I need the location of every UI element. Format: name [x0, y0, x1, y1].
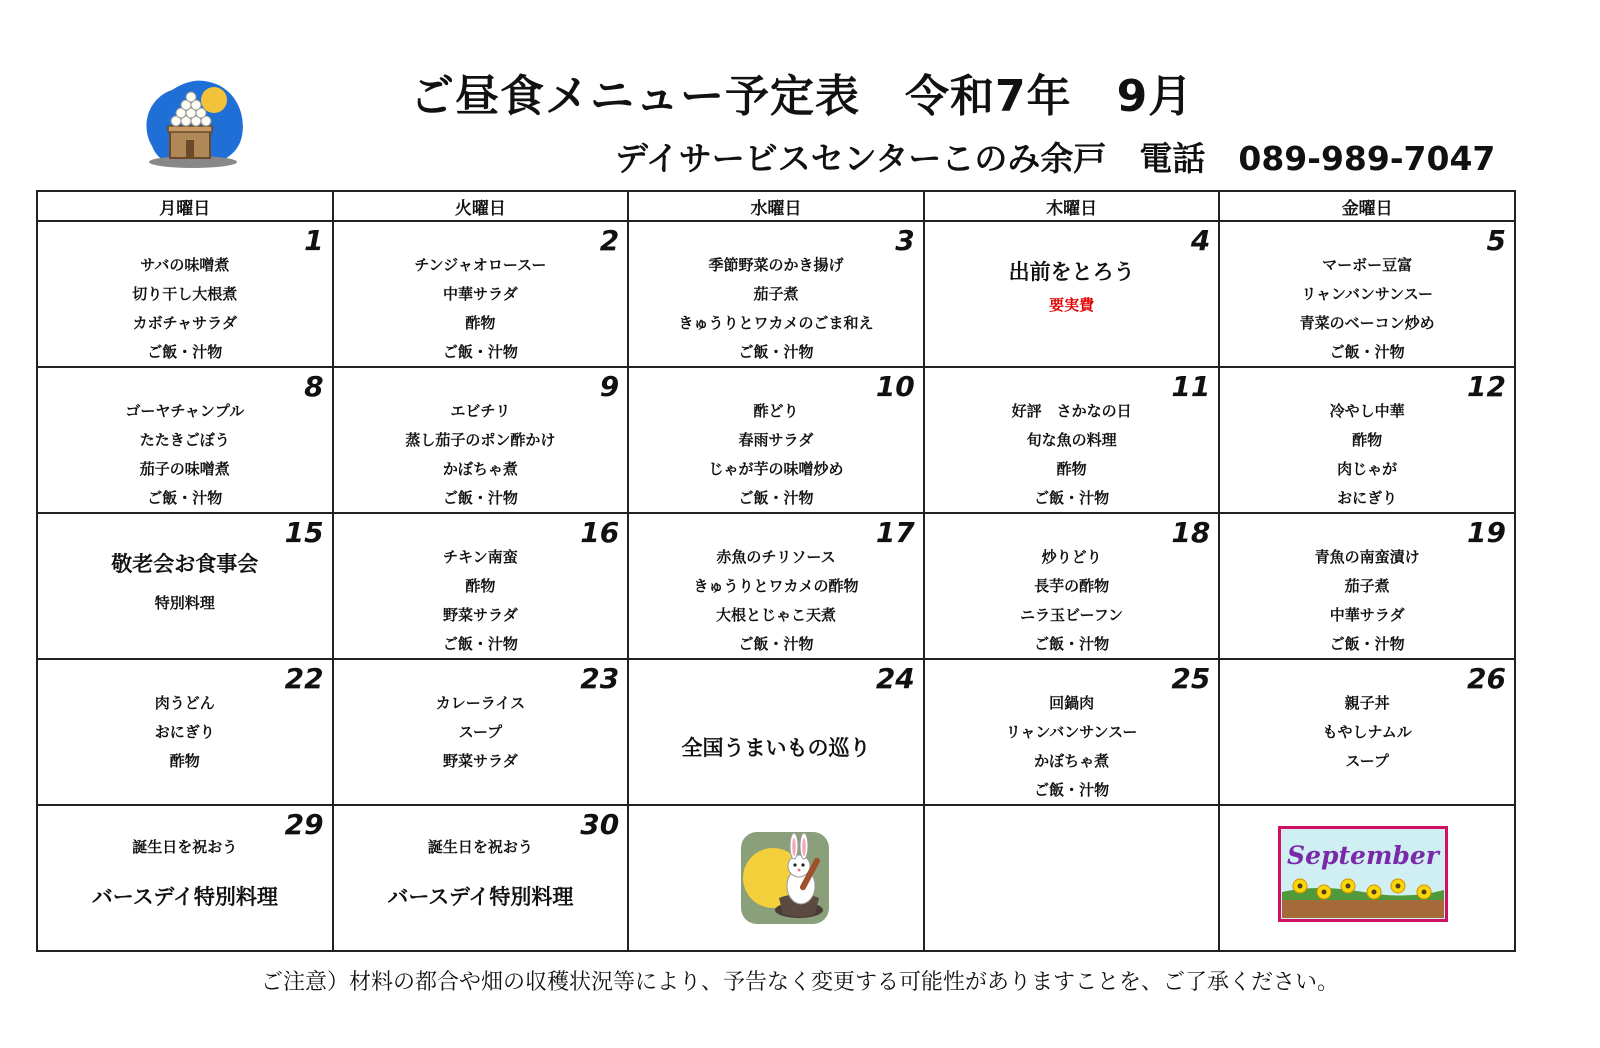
- day-cell: [333, 805, 629, 951]
- menu-item: 中華サラダ: [1329, 606, 1405, 624]
- menu-item: 茄子の味噌煮: [139, 460, 230, 478]
- day-cell: [1219, 805, 1515, 951]
- menu-item: 酢どり: [753, 402, 799, 420]
- menu-item: きゅうりとワカメのごま和え: [678, 314, 874, 332]
- day-number: 15: [284, 516, 324, 549]
- day-number: 18: [1171, 516, 1211, 549]
- menu-item: 酢物: [169, 752, 200, 770]
- menu-item: 切り干し大根煮: [132, 285, 238, 303]
- special-event: バースデイ特別料理: [387, 885, 574, 909]
- day-cell: [628, 221, 924, 367]
- day-cell: [1219, 513, 1515, 659]
- menu-item: もやしナムル: [1322, 723, 1412, 741]
- menu-item: ご飯・汁物: [1329, 343, 1405, 361]
- menu-item: 好評 さかなの日: [1011, 402, 1132, 420]
- menu-item: ご飯・汁物: [442, 343, 518, 361]
- menu-item: カレーライス: [435, 694, 526, 712]
- menu-item: マーボー豆富: [1322, 256, 1413, 274]
- menu-item: ご飯・汁物: [147, 489, 223, 507]
- menu-item: エビチリ: [450, 402, 511, 420]
- menu-item: サバの味噌煮: [140, 256, 230, 274]
- menu-item: カボチャサラダ: [132, 314, 237, 332]
- menu-items: [629, 222, 923, 362]
- day-cell: [924, 659, 1220, 805]
- menu-items: [38, 222, 332, 362]
- menu-item: 蒸し茄子のポン酢かけ: [405, 431, 556, 449]
- week-row: [37, 659, 1515, 805]
- day-number: 29: [284, 808, 324, 841]
- menu-item: たたきごぼう: [139, 431, 230, 449]
- week-row: [37, 513, 1515, 659]
- day-number: 9: [599, 370, 620, 403]
- day-number: 3: [895, 224, 915, 257]
- menu-item: 旬な魚の料理: [1026, 431, 1117, 449]
- menu-item: スープ: [458, 723, 503, 741]
- menu-item: 酢物: [465, 314, 496, 332]
- menu-item: 赤魚のチリソース: [716, 548, 836, 566]
- day-cell: [1219, 221, 1515, 367]
- special-event: 出前をとろう: [1008, 260, 1135, 284]
- menu-item: かぼちゃ煮: [1034, 752, 1110, 770]
- day-cell: [924, 805, 1220, 951]
- menu-item: スープ: [1345, 752, 1389, 770]
- menu-item: 大根とじゃこ天煮: [715, 606, 836, 624]
- menu-item: ご飯・汁物: [147, 343, 223, 361]
- menu-item: ご飯・汁物: [738, 489, 814, 507]
- menu-item: ご飯・汁物: [738, 635, 814, 653]
- week-row: [37, 805, 1515, 951]
- menu-item: おにぎり: [1337, 489, 1398, 507]
- menu-items: [334, 368, 628, 508]
- menu-item: 肉うどん: [154, 694, 215, 712]
- menu-item: 肉じゃが: [1337, 460, 1398, 478]
- day-cell: [628, 513, 924, 659]
- day-cell: [37, 805, 333, 951]
- week-row: [37, 367, 1515, 513]
- day-cell: [628, 805, 924, 951]
- day-number: 22: [284, 662, 324, 695]
- facility-contact: デイサービスセンターこのみ余戸 電話 089-989-7047: [615, 139, 1496, 178]
- week-row: [37, 221, 1515, 367]
- menu-item: ご飯・汁物: [1329, 635, 1405, 653]
- day-cell: [333, 221, 629, 367]
- menu-item: 長芋の酢物: [1034, 577, 1110, 595]
- menu-items: [334, 222, 628, 362]
- day-number: 17: [875, 516, 915, 549]
- event-caption: 誕生日を祝おう: [427, 838, 533, 856]
- menu-item: 回鍋肉: [1049, 694, 1095, 712]
- menu-items: [1220, 222, 1514, 362]
- day-cell: [924, 513, 1220, 659]
- menu-item: おにぎり: [154, 723, 215, 741]
- cost-note: 要実費: [1049, 296, 1095, 314]
- menu-item: 野菜サラダ: [442, 606, 518, 624]
- menu-item: 季節野菜のかき揚げ: [708, 256, 844, 274]
- day-cell: [924, 221, 1220, 367]
- september-banner-text: September: [1287, 841, 1440, 870]
- moon-viewing-dango-icon: [138, 74, 248, 170]
- special-event: 全国うまいもの巡り: [681, 736, 871, 760]
- menu-calendar: [36, 190, 1516, 952]
- day-number: 4: [1190, 224, 1211, 257]
- day-cell: [628, 659, 924, 805]
- menu-items: [38, 368, 332, 508]
- page-title: ご昼食メニュー予定表 令和7年 9月: [410, 71, 1194, 122]
- menu-item: ご飯・汁物: [442, 489, 518, 507]
- day-number: 10: [875, 370, 915, 403]
- special-event: バースデイ特別料理: [91, 885, 278, 909]
- day-cell: [37, 221, 333, 367]
- special-event: 敬老会お食事会: [111, 552, 259, 576]
- day-cell: [1219, 367, 1515, 513]
- weekday-header: 木曜日: [924, 191, 1220, 221]
- day-cell: [333, 367, 629, 513]
- menu-item: 冷やし中華: [1329, 402, 1405, 420]
- footer-note: ご注意）材料の都合や畑の収穫状況等により、予告なく変更する可能性がありますことを、ご了承ください。: [260, 970, 1339, 995]
- menu-item: ご飯・汁物: [738, 343, 814, 361]
- day-cell: [1219, 659, 1515, 805]
- menu-items: [925, 222, 1219, 315]
- menu-item: かぼちゃ煮: [442, 460, 518, 478]
- menu-item: 春雨サラダ: [738, 431, 814, 449]
- day-cell: [333, 659, 629, 805]
- day-number: 26: [1467, 662, 1506, 695]
- september-banner: [1278, 826, 1448, 922]
- day-number: 1: [304, 224, 324, 257]
- menu-item: 野菜サラダ: [442, 752, 518, 770]
- menu-item: きゅうりとワカメの酢物: [693, 577, 859, 595]
- menu-item: じゃが芋の味噌炒め: [708, 460, 844, 478]
- day-cell: [333, 513, 629, 659]
- day-number: 8: [304, 370, 324, 403]
- day-number: 16: [580, 516, 620, 549]
- weekday-header: 金曜日: [1219, 191, 1515, 221]
- weekday-header: 火曜日: [333, 191, 629, 221]
- menu-item: ご飯・汁物: [442, 635, 518, 653]
- day-number: 11: [1171, 370, 1211, 403]
- menu-item: ご飯・汁物: [1034, 489, 1110, 507]
- day-cell: [37, 513, 333, 659]
- menu-item: 中華サラダ: [442, 285, 518, 303]
- menu-item: 酢物: [1056, 460, 1087, 478]
- menu-item: 茄子煮: [1344, 577, 1390, 595]
- weekday-header: 水曜日: [628, 191, 924, 221]
- day-cell: [37, 367, 333, 513]
- event-detail: 特別料理: [154, 594, 215, 612]
- day-number: 5: [1486, 224, 1506, 257]
- event-caption: 誕生日を祝おう: [132, 838, 238, 856]
- day-number: 30: [580, 808, 620, 841]
- menu-item: ご飯・汁物: [1034, 635, 1110, 653]
- menu-item: チキン南蛮: [442, 548, 518, 566]
- rabbit-mochi-icon: [739, 828, 831, 928]
- weekday-header: 月曜日: [37, 191, 333, 221]
- day-number: 2: [599, 224, 620, 257]
- menu-item: ゴーヤチャンプル: [125, 402, 245, 420]
- day-cell: [628, 367, 924, 513]
- day-number: 12: [1467, 370, 1506, 403]
- menu-item: チンジャオロースー: [414, 256, 547, 274]
- menu-item: 親子丼: [1344, 694, 1390, 712]
- weekday-header-row: [37, 191, 1515, 221]
- day-number: 24: [875, 662, 915, 695]
- day-cell: [37, 659, 333, 805]
- menu-item: 炒りどり: [1041, 548, 1102, 566]
- menu-item: 茄子煮: [753, 285, 799, 303]
- menu-item: 酢物: [465, 577, 496, 595]
- day-number: 23: [580, 662, 620, 695]
- menu-item: 青菜のベーコン炒め: [1299, 314, 1435, 332]
- day-cell: [924, 367, 1220, 513]
- menu-item: ご飯・汁物: [1034, 781, 1110, 799]
- day-number: 19: [1467, 516, 1506, 549]
- menu-item: ニラ玉ビーフン: [1020, 606, 1124, 624]
- menu-item: 酢物: [1352, 431, 1383, 449]
- menu-item: リャンバンサンスー: [1005, 723, 1138, 741]
- menu-item: リャンバンサンスー: [1301, 285, 1433, 303]
- day-number: 25: [1171, 662, 1211, 695]
- menu-item: 青魚の南蛮漬け: [1314, 548, 1420, 566]
